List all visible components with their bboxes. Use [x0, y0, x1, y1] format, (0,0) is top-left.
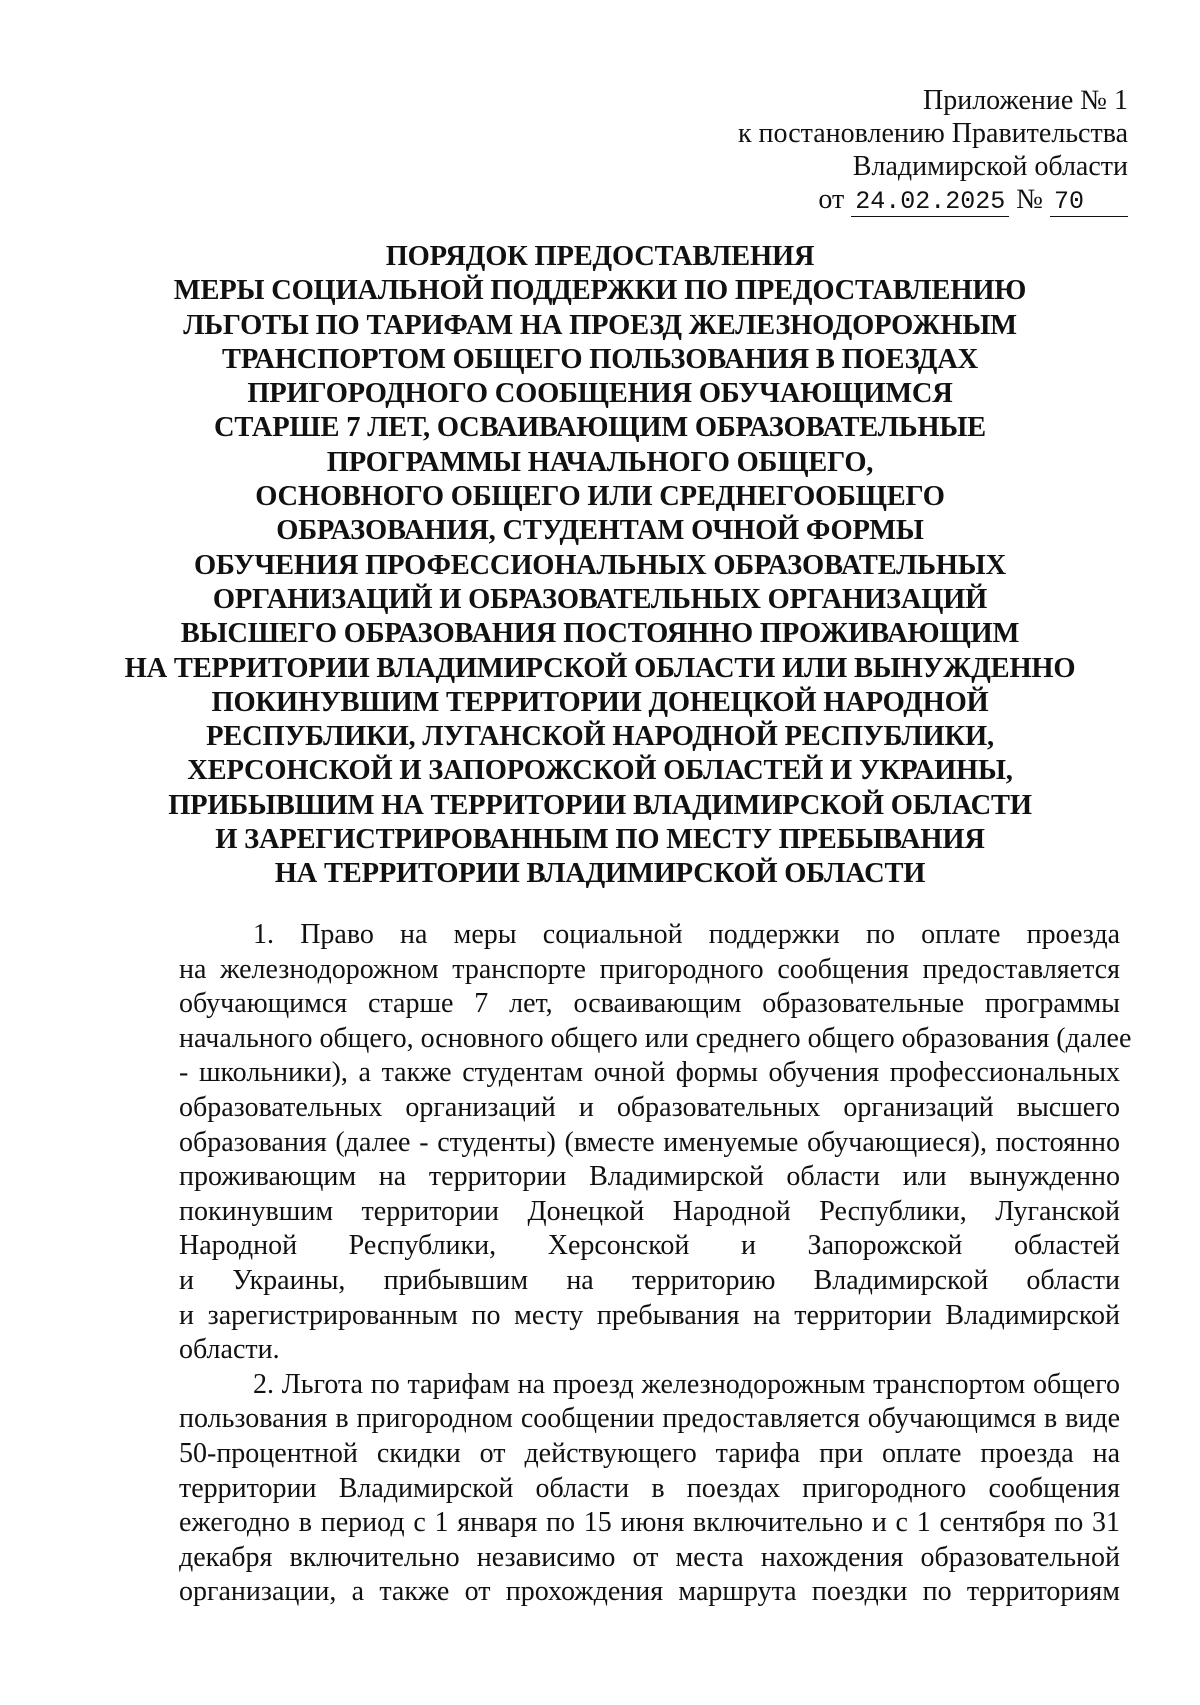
paragraph-line: и зарегистрированным по месту пребывания на территории Владимирской — [179, 1299, 1120, 1331]
paragraph — [179, 918, 1132, 1368]
paragraph-line: начального общего, основного общего или среднего общего образования (далее — [179, 1022, 1132, 1054]
paragraph-line: образования (далее - студенты) (вместе именуемые обучающиеся), постоянно — [179, 1126, 1120, 1158]
title-line: ОБУЧЕНИЯ ПРОФЕССИОНАЛЬНЫХ ОБРАЗОВАТЕЛЬНЫХ — [194, 549, 1006, 581]
title-line: ОБРАЗОВАНИЯ, СТУДЕНТАМ ОЧНОЙ ФОРМЫ — [276, 515, 924, 547]
paragraph-line: покинувшим территории Донецкой Народной Республики, Луганской — [179, 1195, 1120, 1227]
paragraph-line: декабря включительно независимо от места нахождения образовательной — [179, 1541, 1120, 1573]
title-line: ОСНОВНОГО ОБЩЕГО ИЛИ СРЕДНЕГООБЩЕГО — [255, 481, 945, 513]
paragraph-line: на железнодорожном транспорте пригородного сообщения предоставляется — [179, 953, 1120, 985]
paragraph — [179, 1368, 1120, 1610]
title-line: ПРИГОРОДНОГО СООБЩЕНИЯ ОБУЧАЮЩИМСЯ — [247, 378, 953, 410]
number-prefix: № — [1016, 184, 1043, 215]
appendix-number: Приложение № 1 — [923, 85, 1128, 116]
title-line: СТАРШЕ 7 ЛЕТ, ОСВАИВАЮЩИМ ОБРАЗОВАТЕЛЬНЫЕ — [214, 412, 986, 444]
paragraph-line: и Украины, прибывшим на территорию Владимирской области — [179, 1264, 1120, 1296]
title-line: ЛЬГОТЫ ПО ТАРИФАМ НА ПРОЕЗД ЖЕЛЕЗНОДОРОЖНЫМ — [183, 309, 1017, 341]
appendix-date-line — [608, 183, 1128, 217]
appendix-region: Владимирской области — [852, 151, 1128, 182]
paragraph-line: - школьники), а также студентам очной формы обучения профессиональных — [179, 1057, 1120, 1089]
title-line: МЕРЫ СОЦИАЛЬНОЙ ПОДДЕРЖКИ ПО ПРЕДОСТАВЛЕНИЮ — [173, 275, 1027, 307]
title-line: РЕСПУБЛИКИ, ЛУГАНСКОЙ НАРОДНОЙ РЕСПУБЛИКИ, — [206, 721, 994, 753]
document-body — [179, 918, 1132, 1610]
paragraph-line: образовательных организаций и образовательных организаций высшего — [179, 1091, 1120, 1123]
title-line: НА ТЕРРИТОРИИ ВЛАДИМИРСКОЙ ОБЛАСТИ ИЛИ ВЫНУЖДЕННО — [124, 652, 1076, 684]
resolution-number: 70 — [1050, 188, 1128, 217]
title-line: ОРГАНИЗАЦИЙ И ОБРАЗОВАТЕЛЬНЫХ ОРГАНИЗАЦИЙ — [212, 583, 988, 615]
title-line: ПОКИНУВШИМ ТЕРРИТОРИИ ДОНЕЦКОЙ НАРОДНОЙ — [211, 686, 989, 718]
paragraph-line: обучающимся старше 7 лет, осваивающим образовательные программы — [179, 988, 1120, 1020]
appendix-reference: к постановлению Правительства — [737, 118, 1128, 149]
title-line: ПРИБЫВШИМ НА ТЕРРИТОРИИ ВЛАДИМИРСКОЙ ОБЛАСТИ — [168, 789, 1032, 821]
paragraph-line: пользования в пригородном сообщении предоставляется обучающимся в виде — [179, 1403, 1120, 1435]
title-line: ХЕРСОНСКОЙ И ЗАПОРОЖСКОЙ ОБЛАСТЕЙ И УКРАИНЫ, — [187, 755, 1013, 787]
document-title — [110, 240, 1090, 892]
resolution-date: 24.02.2025 — [851, 188, 1009, 217]
title-line: ПРОГРАММЫ НАЧАЛЬНОГО ОБЩЕГО, — [326, 446, 874, 478]
appendix-header — [608, 84, 1128, 217]
title-line: ВЫСШЕГО ОБРАЗОВАНИЯ ПОСТОЯННО ПРОЖИВАЮЩИМ — [180, 618, 1020, 650]
title-line: ТРАНСПОРТОМ ОБЩЕГО ПОЛЬЗОВАНИЯ В ПОЕЗДАХ — [222, 343, 978, 375]
paragraph-line: 1. Право на меры социальной поддержки по оплате проезда — [253, 919, 1120, 950]
title-line: НА ТЕРРИТОРИИ ВЛАДИМИРСКОЙ ОБЛАСТИ — [274, 858, 926, 890]
paragraph-line: территории Владимирской области в поездах пригородного сообщения — [179, 1472, 1120, 1504]
paragraph-line: ежегодно в период с 1 января по 15 июня включительно и с 1 сентября по 31 — [179, 1507, 1120, 1539]
title-line: ПОРЯДОК ПРЕДОСТАВЛЕНИЯ — [385, 241, 815, 272]
paragraph-line: области. — [179, 1334, 280, 1366]
title-line: И ЗАРЕГИСТРИРОВАННЫМ ПО МЕСТУ ПРЕБЫВАНИЯ — [215, 824, 985, 856]
paragraph-line: проживающим на территории Владимирской области или вынужденно — [179, 1161, 1120, 1193]
date-prefix: от — [818, 184, 845, 215]
paragraph-line: 50-процентной скидки от действующего тарифа при оплате проезда на — [179, 1437, 1120, 1469]
paragraph-line: Народной Республики, Херсонской и Запорожской областей — [179, 1230, 1120, 1262]
paragraph-line: организации, а также от прохождения маршрута поездки по территориям — [179, 1576, 1120, 1608]
paragraph-line: 2. Льгота по тарифам на проезд железнодорожным транспортом общего — [253, 1368, 1120, 1400]
